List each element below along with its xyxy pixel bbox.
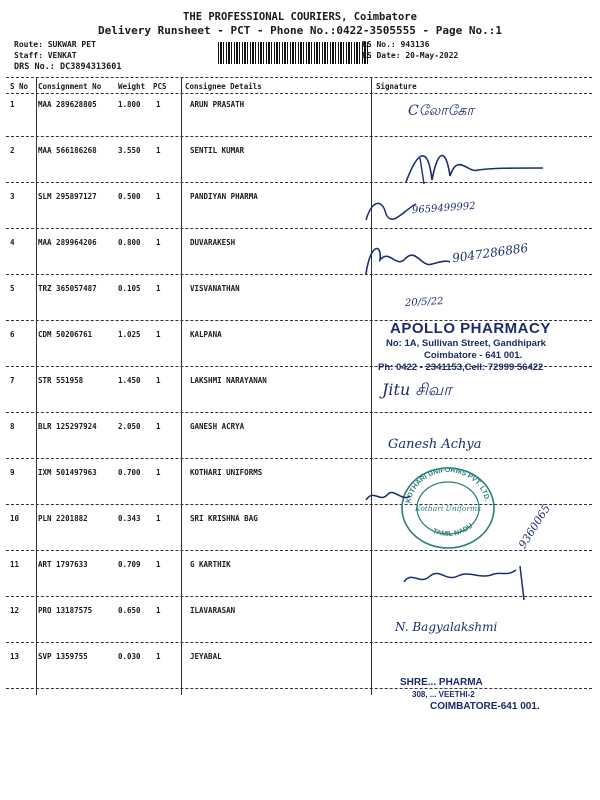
- row-divider: [6, 550, 592, 551]
- row-consignment-no: SLM 295897127: [38, 192, 97, 201]
- row-sno: 13: [10, 652, 20, 661]
- row-pcs: 1: [156, 284, 161, 293]
- pharma-stamp-address: 308, ... VEETHI-2: [412, 690, 475, 699]
- runsheet-subtitle: Delivery Runsheet - PCT - Phone No.:0422-3505555 - Page No.:1: [98, 24, 502, 37]
- signature-10-phone: 9360065: [516, 502, 553, 551]
- row-pcs: 1: [156, 514, 161, 523]
- signature-4-phone: 9047286886: [451, 240, 529, 266]
- rs-number: RS No.: 943136: [362, 40, 430, 49]
- row-divider: [6, 412, 592, 413]
- signature-7: Jitu சிவா: [382, 380, 452, 399]
- row-pcs: 1: [156, 422, 161, 431]
- barcode: [218, 42, 368, 64]
- rs-date: RS Date: 20-May-2022: [362, 51, 459, 60]
- row-consignee: SENTIL KUMAR: [190, 146, 245, 155]
- col-header-pcs: PCS: [153, 82, 167, 91]
- row-consignee: PANDIYAN PHARMA: [190, 192, 258, 201]
- col-header-signature: Signature: [376, 82, 417, 91]
- row-sno: 12: [10, 606, 20, 615]
- row-pcs: 1: [156, 606, 161, 615]
- row-divider: [6, 136, 592, 137]
- kothari-seal: [398, 466, 498, 550]
- row-consignment-no: CDM 50206761: [38, 330, 93, 339]
- row-pcs: 1: [156, 468, 161, 477]
- row-divider: [6, 228, 592, 229]
- row-weight: 1.025: [118, 330, 141, 339]
- row-consignment-no: BLR 125297924: [38, 422, 97, 431]
- route-label: Route: SUKWAR PET: [14, 40, 96, 49]
- row-consignment-no: MAA 289628805: [38, 100, 97, 109]
- row-consignment-no: STR 551958: [38, 376, 84, 385]
- row-divider: [6, 688, 592, 689]
- row-sno: 1: [10, 100, 15, 109]
- row-pcs: 1: [156, 652, 161, 661]
- row-weight: 0.343: [118, 514, 141, 523]
- table-top-rule: [6, 77, 592, 78]
- signature-3-scribble: [360, 190, 420, 230]
- row-consignee: KOTHARI UNIFORMS: [190, 468, 263, 477]
- signature-2: [398, 140, 548, 190]
- col-header-sno: S No: [10, 82, 29, 91]
- row-consignee: VISVANATHAN: [190, 284, 240, 293]
- row-consignment-no: TRZ 365057487: [38, 284, 97, 293]
- signature-12: N. Bagyalakshmi: [395, 620, 498, 634]
- row-consignment-no: MAA 566186268: [38, 146, 97, 155]
- row-consignee: SRI KRISHNA BAG: [190, 514, 258, 523]
- row-divider: [6, 458, 592, 459]
- row-consignment-no: ART 1797633: [38, 560, 88, 569]
- row-sno: 4: [10, 238, 15, 247]
- kothari-seal-center: Kothari Uniforms: [415, 504, 481, 513]
- row-consignee: JEYABAL: [190, 652, 222, 661]
- row-pcs: 1: [156, 330, 161, 339]
- column-divider: [181, 77, 182, 695]
- column-divider: [371, 77, 372, 695]
- row-pcs: 1: [156, 238, 161, 247]
- row-sno: 10: [10, 514, 20, 523]
- signature-11: [400, 560, 530, 610]
- row-sno: 7: [10, 376, 15, 385]
- pharma-stamp-city: COIMBATORE-641 001.: [430, 701, 540, 712]
- row-consignment-no: MAA 289964206: [38, 238, 97, 247]
- table-header-rule: [6, 93, 592, 94]
- signature-5: 20/5/22: [404, 295, 444, 310]
- row-sno: 11: [10, 560, 20, 569]
- row-sno: 8: [10, 422, 15, 431]
- row-weight: 0.105: [118, 284, 141, 293]
- row-weight: 2.050: [118, 422, 141, 431]
- row-pcs: 1: [156, 192, 161, 201]
- row-pcs: 1: [156, 100, 161, 109]
- col-header-consignee: Consignee Details: [185, 82, 262, 91]
- signature-1: Cலோகோ: [408, 103, 474, 119]
- drs-number: DRS No.: DC3894313601: [14, 62, 122, 72]
- kothari-seal-bottom: TAMIL NADU: [431, 522, 475, 538]
- col-header-consignment: Consignment No: [38, 82, 102, 91]
- row-consignment-no: SVP 1359755: [38, 652, 88, 661]
- row-weight: 1.450: [118, 376, 141, 385]
- row-consignment-no: PLN 2201882: [38, 514, 88, 523]
- row-sno: 9: [10, 468, 15, 477]
- staff-label: Staff: VENKAT: [14, 51, 77, 60]
- row-consignee: KALPANA: [190, 330, 222, 339]
- row-consignee: ARUN PRASATH: [190, 100, 245, 109]
- row-sno: 2: [10, 146, 15, 155]
- row-divider: [6, 504, 592, 505]
- kothari-seal-ring: KOTHARI UNIFORMS PVT. LTD.: [405, 466, 491, 504]
- signature-4: [362, 240, 452, 280]
- signature-8: Ganesh Achya: [388, 437, 482, 452]
- row-consignee: GANESH ACRYA: [190, 422, 245, 431]
- row-weight: 0.650: [118, 606, 141, 615]
- row-weight: 0.500: [118, 192, 141, 201]
- row-consignee: G KARTHIK: [190, 560, 231, 569]
- runsheet-title: THE PROFESSIONAL COURIERS, Coimbatore: [183, 11, 417, 23]
- row-weight: 0.030: [118, 652, 141, 661]
- pharma-stamp-name: SHRE... PHARMA: [400, 677, 483, 688]
- row-consignment-no: PRO 13187575: [38, 606, 93, 615]
- row-weight: 0.709: [118, 560, 141, 569]
- apollo-stamp-phone: Ph: 0422 - 2341153,Cell: 72999 56422: [378, 362, 544, 373]
- apollo-stamp-city: Coimbatore - 641 001.: [424, 350, 523, 361]
- row-pcs: 1: [156, 146, 161, 155]
- row-weight: 3.550: [118, 146, 141, 155]
- row-sno: 5: [10, 284, 15, 293]
- row-consignee: DUVARAKESH: [190, 238, 236, 247]
- row-sno: 3: [10, 192, 15, 201]
- signature-9: [362, 486, 412, 506]
- row-weight: 1.800: [118, 100, 141, 109]
- apollo-stamp-name: APOLLO PHARMACY: [390, 320, 551, 337]
- row-consignee: ILAVARASAN: [190, 606, 236, 615]
- svg-text:TAMIL NADU: [432, 523, 474, 538]
- row-weight: 0.800: [118, 238, 141, 247]
- col-header-weight: Weight: [118, 82, 146, 91]
- row-weight: 0.700: [118, 468, 141, 477]
- row-divider: [6, 642, 592, 643]
- column-divider: [36, 77, 37, 695]
- row-consignee: LAKSHMI NARAYANAN: [190, 376, 267, 385]
- apollo-stamp-address: No: 1A, Sullivan Street, Gandhipark: [386, 338, 546, 349]
- row-divider: [6, 274, 592, 275]
- row-pcs: 1: [156, 560, 161, 569]
- row-sno: 6: [10, 330, 15, 339]
- svg-text:KOTHARI UNIFORMS PVT. LTD.: [405, 467, 490, 504]
- signature-3-phone: 9659499992: [411, 200, 476, 217]
- row-pcs: 1: [156, 376, 161, 385]
- row-consignment-no: IXM 501497963: [38, 468, 97, 477]
